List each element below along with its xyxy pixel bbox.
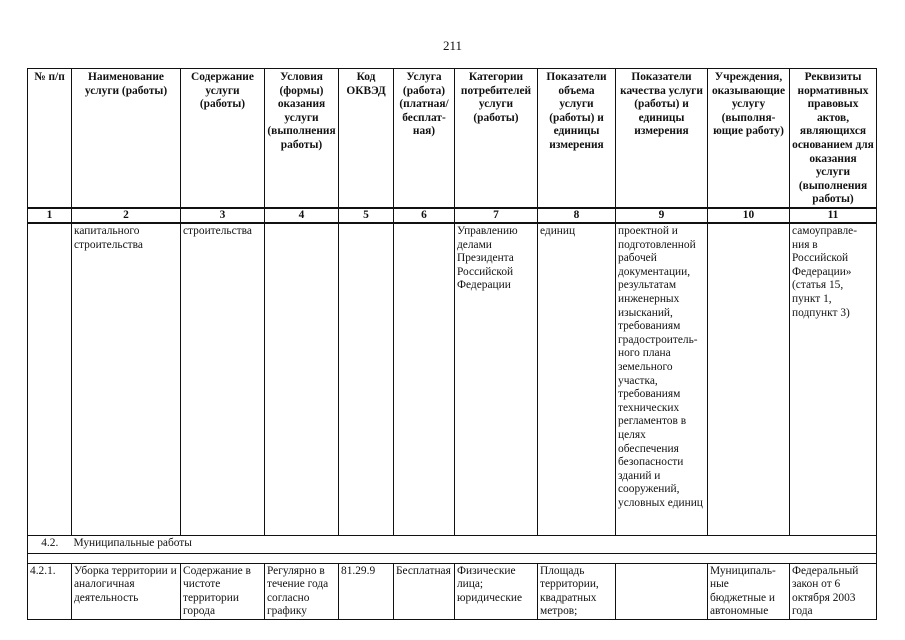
table-cell bbox=[616, 563, 708, 619]
table-cell: самоуправле- ния в Российской Федерации» (статья 15, пункт 1, подпункт 3) bbox=[790, 223, 877, 536]
table-cell bbox=[265, 223, 339, 536]
header-cell-10: Учреждения, оказывающие услугу (выполня- ющие работу) bbox=[708, 69, 790, 209]
column-number: 11 bbox=[790, 208, 877, 223]
section-row bbox=[28, 536, 877, 554]
table-cell: Регулярно в течение года согласно графику bbox=[265, 563, 339, 619]
column-number: 10 bbox=[708, 208, 790, 223]
header-cell-7: Категории потребителей услуги (работы) bbox=[455, 69, 538, 209]
page-number: 211 bbox=[442, 38, 463, 53]
header-cell-9: Показатели качества услуги (работы) и единицы измерения bbox=[616, 69, 708, 209]
header-cell-5: Код ОКВЭД bbox=[339, 69, 394, 209]
column-number: 2 bbox=[72, 208, 181, 223]
header-cell-8: Показатели объема услуги (работы) и единицы измерения bbox=[538, 69, 616, 209]
table-cell: Бесплатная bbox=[394, 563, 455, 619]
table-cell bbox=[339, 223, 394, 536]
column-number-row bbox=[28, 208, 877, 223]
okved-code: 81.29.9 bbox=[339, 563, 394, 619]
column-number: 6 bbox=[394, 208, 455, 223]
services-table bbox=[27, 68, 877, 620]
header-cell-6: Услуга (работа) (платная/ бесплат- ная) bbox=[394, 69, 455, 209]
column-number: 4 bbox=[265, 208, 339, 223]
table-cell bbox=[28, 223, 72, 536]
table-row bbox=[28, 223, 877, 536]
table-cell: Управлению делами Президента Российской Федерации bbox=[455, 223, 538, 536]
column-number: 5 bbox=[339, 208, 394, 223]
header-cell-11: Реквизиты нормативных правовых актов, являющихся основанием для оказания услуги (выполнения работы) bbox=[790, 69, 877, 209]
table-cell: Содержание в чистоте территории города bbox=[181, 563, 265, 619]
table-cell: Муниципаль- ные бюджетные и автономные bbox=[708, 563, 790, 619]
column-number: 1 bbox=[28, 208, 72, 223]
table-cell: проектной и подготовленной рабочей документации, результатам инженерных изысканий, требованиям градостроитель- ного плана земельного участка, требованиям технических регламентов в целях обеспечения безопасности зданий и сооружений, условных единиц bbox=[616, 223, 708, 536]
header-cell-2: Наименование услуги (работы) bbox=[72, 69, 181, 209]
header-cell-1: № п/п bbox=[28, 69, 72, 209]
column-number: 7 bbox=[455, 208, 538, 223]
table-cell: Площадь территории, квадратных метров; bbox=[538, 563, 616, 619]
header-cell-3: Содержание услуги (работы) bbox=[181, 69, 265, 209]
table-cell: строительства bbox=[181, 223, 265, 536]
column-number: 8 bbox=[538, 208, 616, 223]
table-row bbox=[28, 563, 877, 619]
table-cell: единиц bbox=[538, 223, 616, 536]
table-cell: капитального строительства bbox=[72, 223, 181, 536]
table-cell: Физические лица; юридические bbox=[455, 563, 538, 619]
table-cell: Уборка территории и аналогичная деятельность bbox=[72, 563, 181, 619]
spacer-cell bbox=[28, 553, 877, 563]
column-number: 3 bbox=[181, 208, 265, 223]
header-row bbox=[28, 69, 877, 209]
item-code: 4.2.1. bbox=[28, 563, 72, 619]
table-cell bbox=[394, 223, 455, 536]
spacer-row bbox=[28, 553, 877, 563]
header-cell-4: Условия (формы) оказания услуги (выполнения работы) bbox=[265, 69, 339, 209]
table-cell bbox=[708, 223, 790, 536]
table-cell: Федеральный закон от 6 октября 2003 года bbox=[790, 563, 877, 619]
section-code: 4.2. bbox=[28, 536, 72, 554]
column-number: 9 bbox=[616, 208, 708, 223]
section-title: Муниципальные работы bbox=[72, 536, 877, 554]
